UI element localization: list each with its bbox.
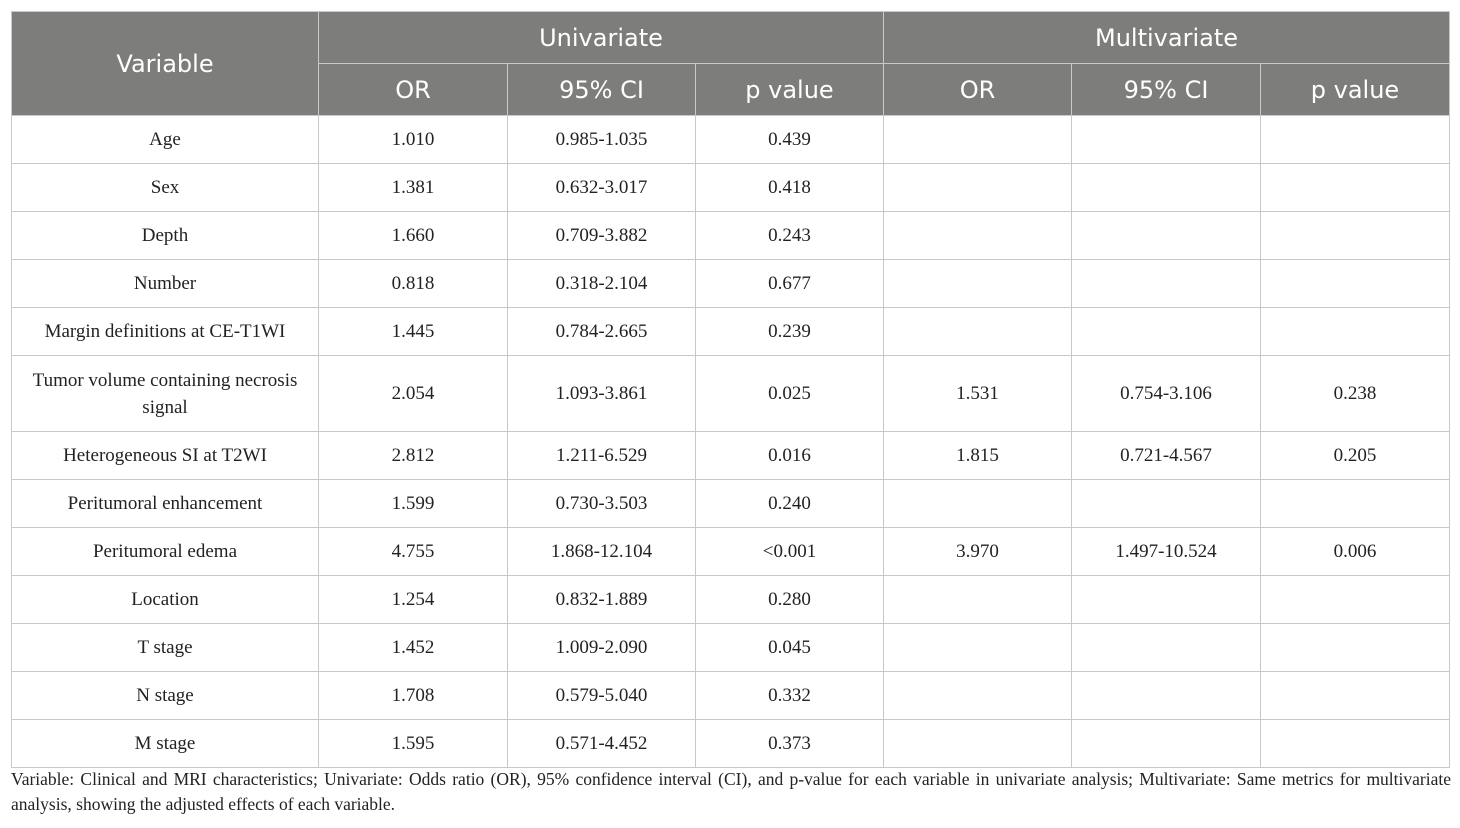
cell-multi-ci (1072, 164, 1261, 212)
table-row (12, 528, 1450, 576)
cell-multi-p: 0.238 (1261, 356, 1450, 432)
cell-multi-or: 1.531 (884, 356, 1072, 432)
cell-uni-p: 0.025 (696, 356, 884, 432)
cell-multi-ci (1072, 212, 1261, 260)
cell-multi-or (884, 308, 1072, 356)
table-header (12, 12, 1450, 116)
cell-uni-ci: 1.009-2.090 (508, 624, 696, 672)
cell-multi-or (884, 212, 1072, 260)
cell-variable: Sex (12, 164, 319, 212)
cell-multi-p (1261, 212, 1450, 260)
table-row (12, 212, 1450, 260)
cell-uni-ci: 0.985-1.035 (508, 116, 696, 164)
header-uni-p: p value (696, 64, 884, 116)
cell-multi-or (884, 260, 1072, 308)
cell-variable: Margin definitions at CE-T1WI (12, 308, 319, 356)
cell-uni-ci: 0.730-3.503 (508, 480, 696, 528)
header-row-groups (12, 12, 1450, 64)
header-variable: Variable (12, 12, 319, 116)
cell-multi-p (1261, 116, 1450, 164)
cell-uni-or: 1.445 (319, 308, 508, 356)
table-row (12, 356, 1450, 432)
cell-multi-or (884, 116, 1072, 164)
cell-multi-p (1261, 720, 1450, 768)
cell-uni-or: 0.818 (319, 260, 508, 308)
cell-multi-ci (1072, 308, 1261, 356)
cell-multi-p: 0.006 (1261, 528, 1450, 576)
cell-uni-p: 0.677 (696, 260, 884, 308)
cell-variable: M stage (12, 720, 319, 768)
cell-multi-or (884, 164, 1072, 212)
cell-uni-or: 4.755 (319, 528, 508, 576)
cell-uni-p: 0.045 (696, 624, 884, 672)
cell-multi-or: 3.970 (884, 528, 1072, 576)
cell-multi-p (1261, 480, 1450, 528)
cell-multi-p: 0.205 (1261, 432, 1450, 480)
cell-uni-p: 0.373 (696, 720, 884, 768)
table-row (12, 480, 1450, 528)
cell-variable: Peritumoral edema (12, 528, 319, 576)
cell-uni-or: 2.812 (319, 432, 508, 480)
table-footnote: Variable: Clinical and MRI characteristics; Univariate: Odds ratio (OR), 95% confidence interval (CI), and p-value for each variable in univariate analysis; Multivariate: Same metrics for multivariate analysis, showing the adjusted effects of each variable. (11, 769, 1451, 814)
cell-uni-p: 0.418 (696, 164, 884, 212)
cell-uni-ci: 0.579-5.040 (508, 672, 696, 720)
cell-multi-p (1261, 672, 1450, 720)
table-row (12, 432, 1450, 480)
table-row (12, 576, 1450, 624)
cell-multi-p (1261, 624, 1450, 672)
cell-variable: Peritumoral enhancement (12, 480, 319, 528)
cell-uni-or: 1.708 (319, 672, 508, 720)
table-body (12, 116, 1450, 768)
cell-multi-ci: 0.754-3.106 (1072, 356, 1261, 432)
cell-multi-or: 1.815 (884, 432, 1072, 480)
cell-variable: N stage (12, 672, 319, 720)
header-multi-ci: 95% CI (1072, 64, 1261, 116)
table-row (12, 624, 1450, 672)
cell-multi-ci (1072, 480, 1261, 528)
cell-multi-p (1261, 260, 1450, 308)
header-univariate: Univariate (319, 12, 884, 64)
table-row (12, 260, 1450, 308)
cell-multi-p (1261, 576, 1450, 624)
cell-uni-ci: 0.318-2.104 (508, 260, 696, 308)
header-multivariate: Multivariate (884, 12, 1450, 64)
cell-uni-p: 0.280 (696, 576, 884, 624)
cell-uni-p: <0.001 (696, 528, 884, 576)
cell-uni-ci: 0.632-3.017 (508, 164, 696, 212)
cell-multi-ci (1072, 624, 1261, 672)
cell-uni-p: 0.240 (696, 480, 884, 528)
cell-uni-p: 0.332 (696, 672, 884, 720)
cell-multi-ci (1072, 720, 1261, 768)
cell-multi-ci (1072, 260, 1261, 308)
cell-variable: Location (12, 576, 319, 624)
cell-uni-p: 0.243 (696, 212, 884, 260)
header-uni-ci: 95% CI (508, 64, 696, 116)
cell-uni-p: 0.239 (696, 308, 884, 356)
cell-uni-ci: 0.709-3.882 (508, 212, 696, 260)
regression-results-table (11, 11, 1450, 768)
header-multi-or: OR (884, 64, 1072, 116)
cell-multi-p (1261, 308, 1450, 356)
cell-multi-or (884, 720, 1072, 768)
results-table-container (11, 11, 1449, 768)
cell-uni-ci: 0.784-2.665 (508, 308, 696, 356)
cell-uni-ci: 1.868-12.104 (508, 528, 696, 576)
cell-multi-ci (1072, 576, 1261, 624)
cell-variable: Heterogeneous SI at T2WI (12, 432, 319, 480)
cell-uni-p: 0.016 (696, 432, 884, 480)
cell-uni-ci: 0.832-1.889 (508, 576, 696, 624)
cell-uni-ci: 0.571-4.452 (508, 720, 696, 768)
cell-uni-or: 1.599 (319, 480, 508, 528)
cell-uni-or: 1.381 (319, 164, 508, 212)
table-row (12, 720, 1450, 768)
cell-multi-ci: 1.497-10.524 (1072, 528, 1261, 576)
cell-multi-or (884, 576, 1072, 624)
table-row (12, 308, 1450, 356)
cell-uni-or: 1.254 (319, 576, 508, 624)
cell-multi-or (884, 672, 1072, 720)
table-row (12, 164, 1450, 212)
cell-uni-or: 1.452 (319, 624, 508, 672)
cell-multi-p (1261, 164, 1450, 212)
cell-variable: Number (12, 260, 319, 308)
cell-uni-ci: 1.211-6.529 (508, 432, 696, 480)
cell-uni-or: 1.010 (319, 116, 508, 164)
cell-uni-ci: 1.093-3.861 (508, 356, 696, 432)
header-uni-or: OR (319, 64, 508, 116)
table-row (12, 672, 1450, 720)
table-row (12, 116, 1450, 164)
cell-variable: Tumor volume containing necrosis signal (12, 356, 319, 432)
cell-multi-or (884, 624, 1072, 672)
cell-multi-ci (1072, 672, 1261, 720)
cell-multi-ci (1072, 116, 1261, 164)
cell-variable: Depth (12, 212, 319, 260)
cell-variable: Age (12, 116, 319, 164)
cell-uni-p: 0.439 (696, 116, 884, 164)
cell-uni-or: 1.660 (319, 212, 508, 260)
cell-multi-ci: 0.721-4.567 (1072, 432, 1261, 480)
cell-uni-or: 1.595 (319, 720, 508, 768)
cell-variable: T stage (12, 624, 319, 672)
header-multi-p: p value (1261, 64, 1450, 116)
cell-multi-or (884, 480, 1072, 528)
cell-uni-or: 2.054 (319, 356, 508, 432)
